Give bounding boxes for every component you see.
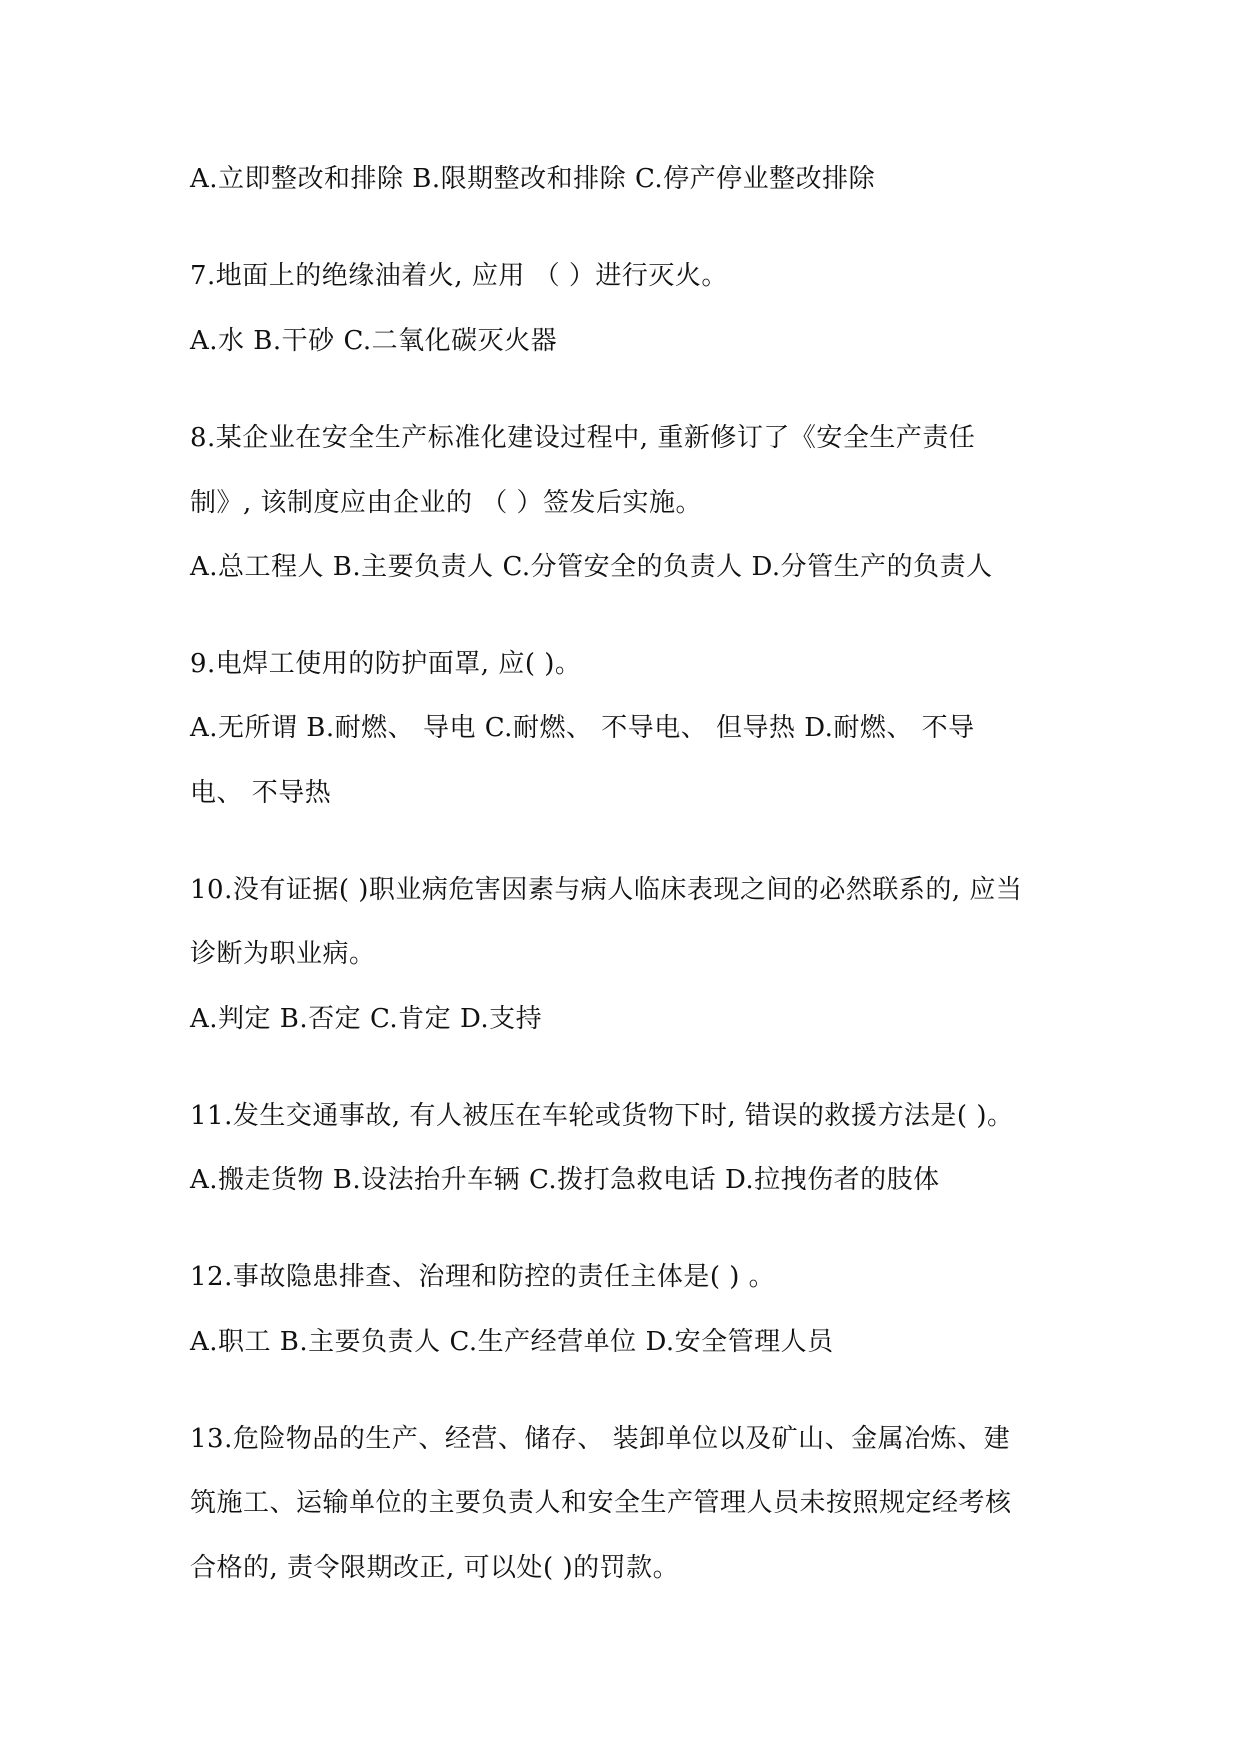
q12-options: A.职工 B.主要负责人 C.生产经营单位 D.安全管理人员: [190, 1327, 834, 1357]
q13-question-line-3: 合格的, 责令限期改正, 可以处( )的罚款。: [190, 1553, 680, 1583]
q11-question: 11.发生交通事故, 有人被压在车轮或货物下时, 错误的救援方法是( )。: [190, 1101, 1014, 1131]
q8-options: A.总工程人 B.主要负责人 C.分管安全的负责人 D.分管生产的负责人: [190, 552, 993, 582]
q6-options: A.立即整改和排除 B.限期整改和排除 C.停产停业整改排除: [190, 164, 876, 194]
q10-question-line-1: 10.没有证据( )职业病危害因素与病人临床表现之间的必然联系的, 应当: [190, 875, 1023, 905]
q12-question: 12.事故隐患排查、治理和防控的责任主体是( ) 。: [190, 1262, 776, 1292]
q8-question-line-1: 8.某企业在安全生产标准化建设过程中, 重新修订了《安全生产责任: [190, 423, 976, 453]
q9-options-line-1: A.无所谓 B.耐燃、 导电 C.耐燃、 不导电、 但导热 D.耐燃、 不导: [190, 713, 975, 743]
q11-options: A.搬走货物 B.设法抬升车辆 C.拨打急救电话 D.拉拽伤者的肢体: [190, 1165, 940, 1195]
q9-options-line-2: 电、 不导热: [190, 778, 332, 808]
q7-options: A.水 B.干砂 C.二氧化碳灭火器: [190, 326, 558, 356]
q10-question-line-2: 诊断为职业病。: [190, 939, 376, 969]
q13-question-line-1: 13.危险物品的生产、经营、储存、 装卸单位以及矿山、金属冶炼、建: [190, 1424, 1011, 1454]
q13-question-line-2: 筑施工、运输单位的主要负责人和安全生产管理人员未按照规定经考核: [190, 1488, 1012, 1518]
q8-question-line-2: 制》, 该制度应由企业的 （ ）签发后实施。: [190, 488, 703, 518]
q10-options: A.判定 B.否定 C.肯定 D.支持: [190, 1004, 543, 1034]
q9-question: 9.电焊工使用的防护面罩, 应( )。: [190, 649, 582, 679]
q7-question: 7.地面上的绝缘油着火, 应用 （ ）进行灭火。: [190, 261, 728, 291]
